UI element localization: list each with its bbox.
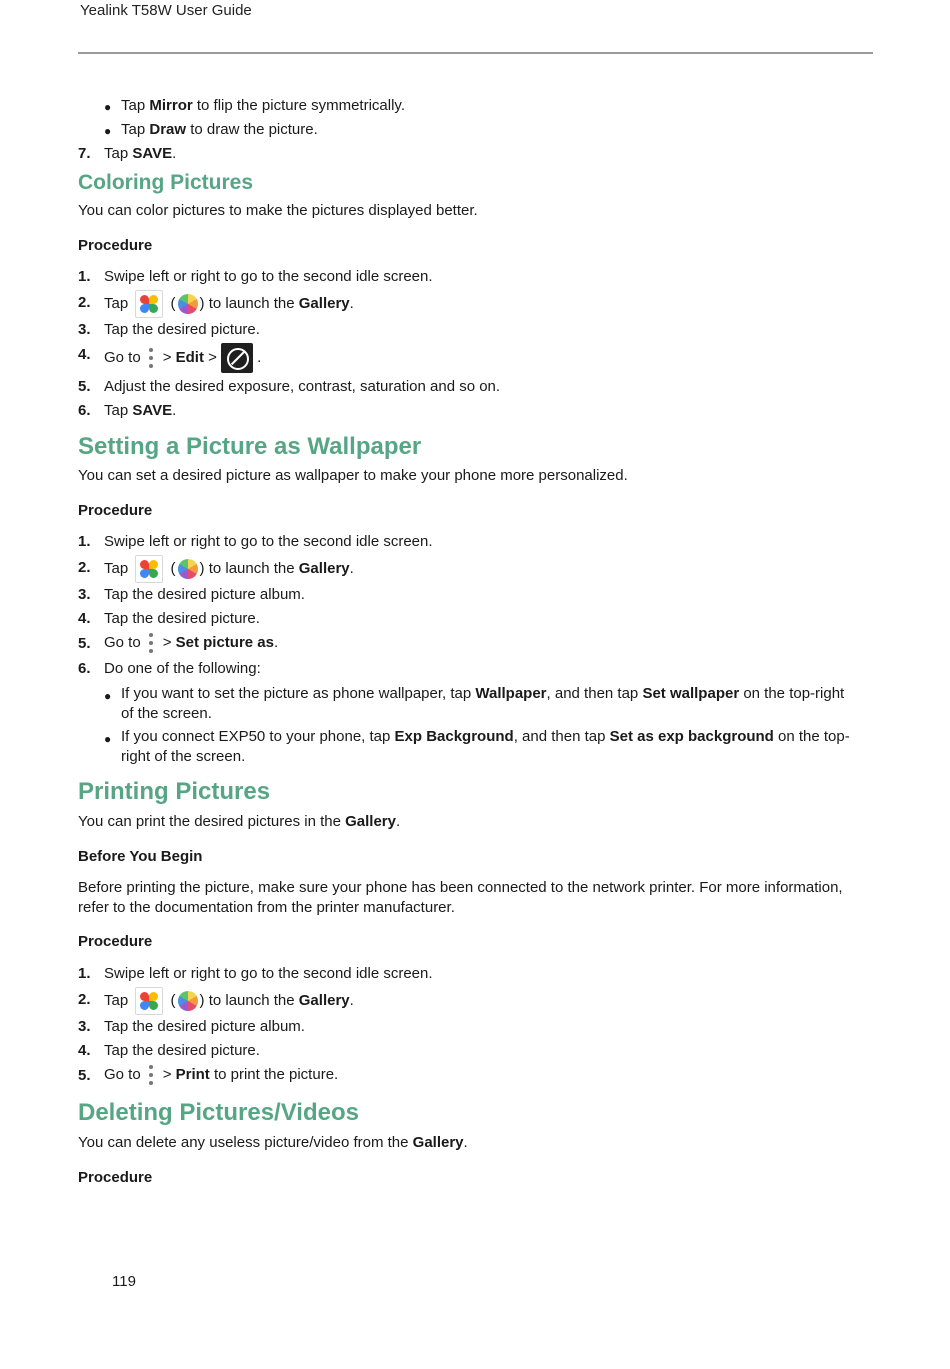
step-print: Go to > Print to print the picture. xyxy=(104,1064,338,1086)
step-text: Adjust the desired exposure, contrast, saturation and so on. xyxy=(104,378,501,395)
gallery-flower-icon xyxy=(178,294,198,314)
step-number: 1. xyxy=(78,533,91,550)
step-text: Swipe left or right to go to the second idle screen. xyxy=(104,268,433,285)
google-photos-pinwheel-icon xyxy=(135,987,163,1015)
procedure-label: Procedure xyxy=(78,237,153,254)
section-title-coloring: Coloring Pictures xyxy=(78,171,254,194)
section-description: You can set a desired picture as wallpaper to make your phone more personalized. xyxy=(78,467,628,484)
running-header: Yealink T58W User Guide xyxy=(80,2,252,19)
more-vertical-icon xyxy=(147,632,155,654)
section-title-wallpaper: Setting a Picture as Wallpaper xyxy=(78,433,422,460)
more-vertical-icon xyxy=(147,347,155,369)
bullet-continuation: of the screen. xyxy=(121,705,212,722)
bullet-mirror: Tap Mirror to flip the picture symmetrically. xyxy=(121,97,405,114)
google-photos-pinwheel-icon xyxy=(135,290,163,318)
exposure-adjust-icon xyxy=(221,343,253,373)
step-number: 4. xyxy=(78,610,91,627)
step-text: Swipe left or right to go to the second idle screen. xyxy=(104,965,433,982)
section-description: You can color pictures to make the pictures displayed better. xyxy=(78,202,478,219)
step-number: 1. xyxy=(78,965,91,982)
step-set-picture-as: Go to > Set picture as. xyxy=(104,632,278,654)
procedure-label: Procedure xyxy=(78,502,153,519)
step-number: 2. xyxy=(78,294,91,311)
step-text: Do one of the following: xyxy=(104,660,261,677)
step-save: Tap SAVE. xyxy=(104,402,177,419)
step-number: 5. xyxy=(78,378,91,395)
bullet: ● xyxy=(104,124,112,138)
step-number: 2. xyxy=(78,559,91,576)
step-number: 1. xyxy=(78,268,91,285)
section-title-deleting: Deleting Pictures/Videos xyxy=(78,1099,359,1126)
step-number: 5. xyxy=(78,1067,91,1084)
step-text: Tap the desired picture. xyxy=(104,1042,260,1059)
procedure-label: Procedure xyxy=(78,1169,153,1186)
section-description: You can print the desired pictures in the Gallery. xyxy=(78,813,401,830)
step-text: Tap the desired picture album. xyxy=(104,586,305,603)
step-number: 6. xyxy=(78,660,91,677)
google-photos-pinwheel-icon xyxy=(135,555,163,583)
bullet-phone-wallpaper: If you want to set the picture as phone wallpaper, tap Wallpaper, and then tap Set wallpaper on the top-right xyxy=(121,685,845,702)
step-launch-gallery: Tap ( ) to launch the Gallery. xyxy=(104,555,354,583)
step-number: 4. xyxy=(78,1042,91,1059)
step-number: 2. xyxy=(78,991,91,1008)
bullet-draw: Tap Draw to draw the picture. xyxy=(121,121,318,138)
section-title-printing: Printing Pictures xyxy=(78,778,271,805)
step-number: 7. xyxy=(78,145,91,162)
step-number: 4. xyxy=(78,346,91,363)
more-vertical-icon xyxy=(147,1064,155,1086)
step-launch-gallery: Tap ( ) to launch the Gallery. xyxy=(104,290,354,318)
step-text: Tap the desired picture album. xyxy=(104,1018,305,1035)
page-number: 119 xyxy=(112,1273,136,1290)
step-launch-gallery: Tap ( ) to launch the Gallery. xyxy=(104,987,354,1015)
step-text: Swipe left or right to go to the second idle screen. xyxy=(104,533,433,550)
bullet: ● xyxy=(104,689,112,703)
step-text: Tap the desired picture. xyxy=(104,321,260,338)
step-number: 5. xyxy=(78,635,91,652)
bullet: ● xyxy=(104,100,112,114)
before-you-begin-text: refer to the documentation from the printer manufacturer. xyxy=(78,899,455,916)
bullet-exp-background: If you connect EXP50 to your phone, tap Exp Background, and then tap Set as exp background on the top- xyxy=(121,728,850,745)
header-rule xyxy=(78,52,873,54)
step-number: 3. xyxy=(78,321,91,338)
step-number: 6. xyxy=(78,402,91,419)
gallery-flower-icon xyxy=(178,559,198,579)
step-save: Tap SAVE. xyxy=(104,145,177,162)
step-text: Tap the desired picture. xyxy=(104,610,260,627)
section-description: You can delete any useless picture/video from the Gallery. xyxy=(78,1134,468,1151)
before-you-begin-text: Before printing the picture, make sure your phone has been connected to the network printer. For more information, xyxy=(78,879,843,896)
step-number: 3. xyxy=(78,1018,91,1035)
bullet-continuation: right of the screen. xyxy=(121,748,246,765)
step-number: 3. xyxy=(78,586,91,603)
bullet: ● xyxy=(104,732,112,746)
gallery-flower-icon xyxy=(178,991,198,1011)
step-edit: Go to > Edit > . xyxy=(104,343,261,373)
before-you-begin-label: Before You Begin xyxy=(78,848,203,865)
procedure-label: Procedure xyxy=(78,933,153,950)
